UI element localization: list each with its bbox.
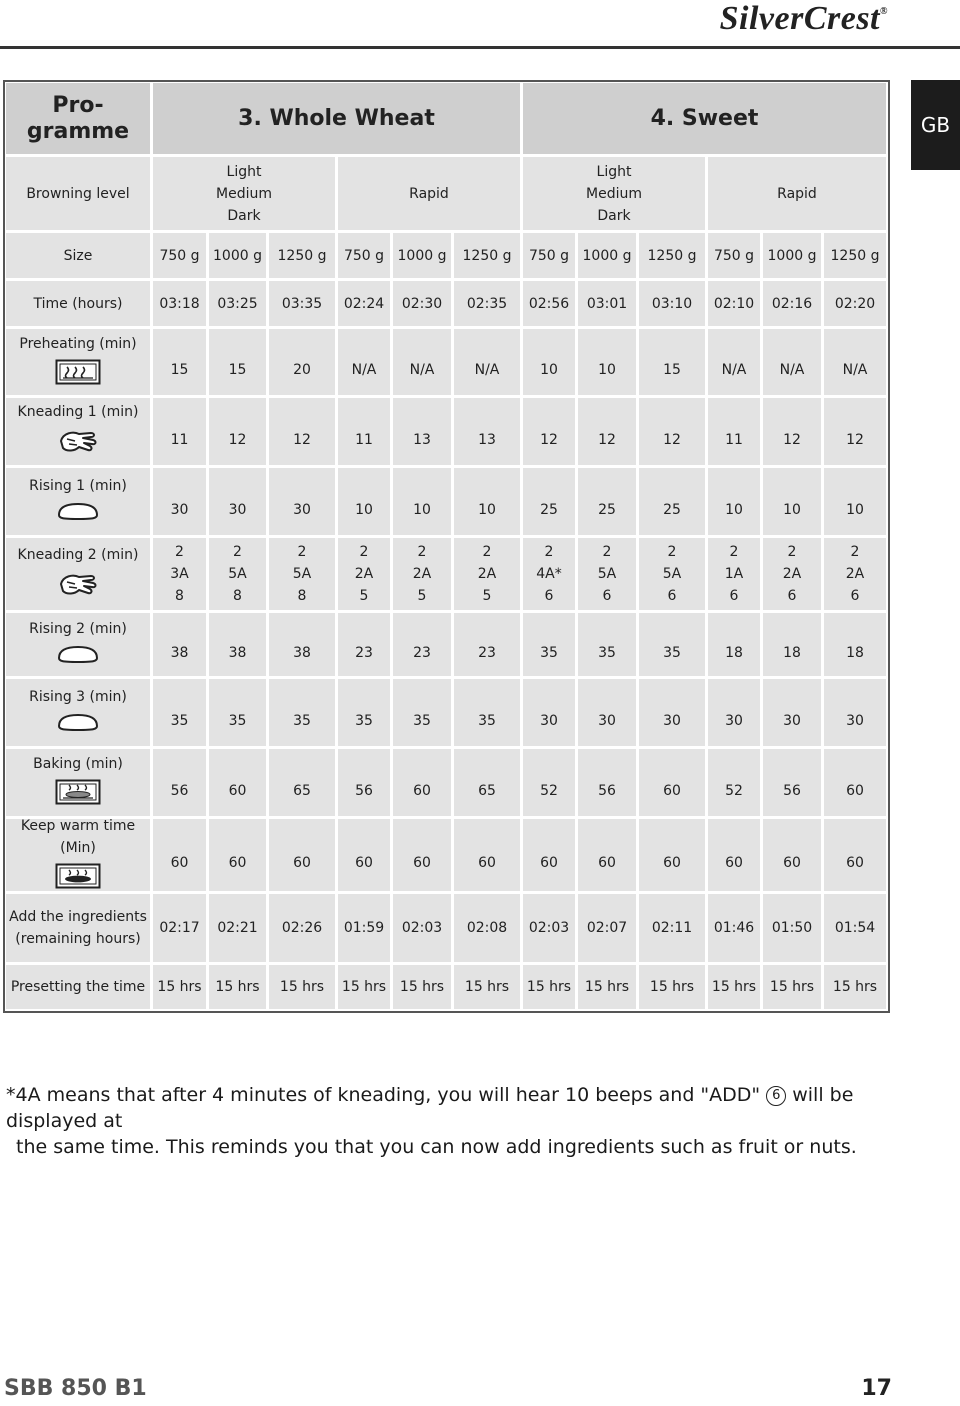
- table-cell: 35: [338, 679, 390, 746]
- table-cell: 60: [269, 819, 335, 891]
- footnote-text-b: will be displayed at: [6, 1084, 854, 1132]
- table-cell: 02:17: [153, 894, 206, 962]
- page-number: 17: [861, 1376, 892, 1401]
- footnote-line-1: [6, 1082, 906, 1134]
- table-cell: 30: [824, 679, 886, 746]
- table-cell: 15 hrs: [209, 965, 266, 1009]
- table-cell: N/A: [454, 329, 520, 395]
- table-cell: 02:30: [393, 281, 451, 326]
- table-cell: 01:46: [708, 894, 760, 962]
- row-label-rising-1: [6, 468, 150, 535]
- row-label-add-the-ingredients: [6, 894, 150, 962]
- table-cell: 56: [338, 749, 390, 816]
- table-cell: 20: [269, 329, 335, 395]
- table-cell: 02:26: [269, 894, 335, 962]
- row-label-text: Time (hours): [33, 295, 123, 312]
- table-cell: 12: [578, 398, 636, 465]
- table-cell: 11: [338, 398, 390, 465]
- programme-sweet-header: 4. Sweet: [523, 83, 886, 154]
- table-cell: 2 5A 8: [209, 538, 266, 610]
- table-cell: 60: [209, 749, 266, 816]
- table-cell: 35: [393, 679, 451, 746]
- brand-name: SilverCrest: [719, 0, 881, 37]
- table-cell: 56: [578, 749, 636, 816]
- table-cell: 60: [824, 819, 886, 891]
- table-cell: 23: [454, 613, 520, 676]
- dough-rising-icon: [56, 644, 100, 671]
- table-cell: N/A: [393, 329, 451, 395]
- table-cell: 15 hrs: [763, 965, 821, 1009]
- table-cell: 30: [269, 468, 335, 535]
- kneading-hand-icon: [57, 427, 99, 462]
- row-label-text: Add the ingredients (remaining hours): [9, 909, 147, 947]
- table-cell: 2 5A 8: [269, 538, 335, 610]
- table-cell: 18: [763, 613, 821, 676]
- table-cell: 60: [523, 819, 575, 891]
- table-cell: 65: [269, 749, 335, 816]
- table-cell: 10: [763, 468, 821, 535]
- table-cell: 25: [578, 468, 636, 535]
- row-label-text: Kneading 1 (min): [17, 404, 139, 420]
- table-cell: 30: [523, 679, 575, 746]
- table-cell: 60: [578, 819, 636, 891]
- table-cell: 10: [708, 468, 760, 535]
- table-cell: 02:03: [523, 894, 575, 962]
- table-cell: 60: [708, 819, 760, 891]
- row-label-text: Preheating (min): [19, 335, 137, 352]
- table-cell: 01:59: [338, 894, 390, 962]
- table-cell: 60: [639, 819, 705, 891]
- table-cell: 02:35: [454, 281, 520, 326]
- table-cell: 1250 g: [269, 233, 335, 278]
- table-cell: 03:10: [639, 281, 705, 326]
- table-cell: 23: [393, 613, 451, 676]
- table-cell: 01:50: [763, 894, 821, 962]
- table-cell: 11: [708, 398, 760, 465]
- kneading-hand-icon: [57, 570, 99, 605]
- model-number: SBB 850 B1: [4, 1376, 147, 1401]
- table-cell: 30: [708, 679, 760, 746]
- row-label-kneading-2: [6, 538, 150, 610]
- table-cell: 2 2A 6: [824, 538, 886, 610]
- table-cell: 18: [824, 613, 886, 676]
- row-label-presetting-the-time: [6, 965, 150, 1009]
- table-cell: 60: [209, 819, 266, 891]
- programme-header: Pro- gramme: [6, 83, 150, 154]
- row-label-size: [6, 233, 150, 278]
- table-cell: 750 g: [153, 233, 206, 278]
- table-cell: 60: [393, 749, 451, 816]
- table-cell: 15 hrs: [454, 965, 520, 1009]
- table-cell: 2 3A 8: [153, 538, 206, 610]
- table-cell: 25: [523, 468, 575, 535]
- footnote: [6, 1082, 906, 1160]
- brand-registered-mark: ®: [880, 6, 888, 17]
- footnote-line-2: the same time. This reminds you that you can now add ingredients such as fruit or nuts.: [16, 1136, 857, 1158]
- table-cell: 1250 g: [824, 233, 886, 278]
- table-cell: 60: [763, 819, 821, 891]
- row-label-text: Kneading 2 (min): [17, 546, 139, 563]
- browning-level-label: Browning level: [6, 157, 150, 230]
- programme-table: [3, 80, 890, 1013]
- row-label-text: Presetting the time: [10, 979, 146, 995]
- oven-heat-icon: [55, 359, 101, 392]
- table-cell: 10: [338, 468, 390, 535]
- browning-level-cell: Light Medium Dark: [153, 157, 335, 230]
- table-cell: 23: [338, 613, 390, 676]
- dough-rising-icon: [56, 712, 100, 739]
- row-label-rising-3: [6, 679, 150, 746]
- table-cell: 11: [153, 398, 206, 465]
- row-label-text: Keep warm time (Min): [20, 817, 136, 856]
- table-cell: 15 hrs: [153, 965, 206, 1009]
- table-cell: 60: [153, 819, 206, 891]
- table-cell: 13: [393, 398, 451, 465]
- table-cell: 25: [639, 468, 705, 535]
- table-cell: 10: [578, 329, 636, 395]
- table-cell: 30: [209, 468, 266, 535]
- table-cell: 1000 g: [209, 233, 266, 278]
- table-cell: 10: [393, 468, 451, 535]
- table-cell: 03:25: [209, 281, 266, 326]
- table-cell: 10: [523, 329, 575, 395]
- table-cell: 60: [824, 749, 886, 816]
- table-cell: 35: [269, 679, 335, 746]
- table-cell: 02:08: [454, 894, 520, 962]
- table-cell: 1000 g: [393, 233, 451, 278]
- table-cell: N/A: [763, 329, 821, 395]
- table-cell: 35: [454, 679, 520, 746]
- table-cell: 60: [393, 819, 451, 891]
- table-cell: 2 2A 5: [393, 538, 451, 610]
- table-cell: 2 1A 6: [708, 538, 760, 610]
- row-label-kneading-1: [6, 398, 150, 465]
- language-tab-label: GB: [920, 113, 951, 137]
- table-cell: 02:11: [639, 894, 705, 962]
- table-cell: 15 hrs: [338, 965, 390, 1009]
- dough-rising-icon: [56, 501, 100, 528]
- table-cell: 2 2A 5: [454, 538, 520, 610]
- table-cell: 35: [578, 613, 636, 676]
- browning-level-cell: Rapid: [338, 157, 520, 230]
- table-cell: 02:24: [338, 281, 390, 326]
- table-cell: 15: [153, 329, 206, 395]
- table-cell: 15: [209, 329, 266, 395]
- table-cell: 52: [708, 749, 760, 816]
- table-cell: 02:07: [578, 894, 636, 962]
- table-cell: 35: [153, 679, 206, 746]
- table-cell: 1000 g: [578, 233, 636, 278]
- table-cell: 15 hrs: [523, 965, 575, 1009]
- row-label-preheating: [6, 329, 150, 395]
- table-cell: 13: [454, 398, 520, 465]
- row-label-text: Rising 3 (min): [29, 689, 127, 705]
- display-item-6-symbol: 6: [766, 1086, 786, 1106]
- table-cell: 18: [708, 613, 760, 676]
- language-tab: [911, 80, 960, 170]
- table-cell: 12: [523, 398, 575, 465]
- row-label-baking: [6, 749, 150, 816]
- table-cell: 12: [824, 398, 886, 465]
- table-cell: 2 2A 6: [763, 538, 821, 610]
- table-cell: 02:16: [763, 281, 821, 326]
- table-cell: 30: [578, 679, 636, 746]
- table-cell: 15 hrs: [639, 965, 705, 1009]
- table-cell: 56: [153, 749, 206, 816]
- table-cell: 2 2A 5: [338, 538, 390, 610]
- table-cell: 2 4A* 6: [523, 538, 575, 610]
- table-cell: 35: [639, 613, 705, 676]
- table-cell: 30: [153, 468, 206, 535]
- table-cell: 02:10: [708, 281, 760, 326]
- table-cell: 02:03: [393, 894, 451, 962]
- table-cell: 750 g: [338, 233, 390, 278]
- table-cell: 38: [269, 613, 335, 676]
- table-cell: 2 5A 6: [578, 538, 636, 610]
- table-cell: 35: [523, 613, 575, 676]
- table-cell: N/A: [338, 329, 390, 395]
- table-cell: 65: [454, 749, 520, 816]
- table-cell: 12: [639, 398, 705, 465]
- table-cell: 10: [454, 468, 520, 535]
- header-rule: [0, 46, 960, 49]
- row-label-text: Size: [63, 247, 93, 264]
- oven-bake-icon: [55, 779, 101, 812]
- table-cell: 03:18: [153, 281, 206, 326]
- table-cell: 60: [454, 819, 520, 891]
- table-cell: 60: [338, 819, 390, 891]
- table-cell: 12: [209, 398, 266, 465]
- table-cell: 750 g: [708, 233, 760, 278]
- table-cell: 1250 g: [639, 233, 705, 278]
- table-cell: 02:20: [824, 281, 886, 326]
- table-cell: 15 hrs: [269, 965, 335, 1009]
- row-label-text: Rising 1 (min): [29, 478, 127, 494]
- table-cell: 60: [639, 749, 705, 816]
- row-label-keep-warm-time: [6, 819, 150, 891]
- table-cell: 35: [209, 679, 266, 746]
- table-cell: 38: [153, 613, 206, 676]
- row-label-text: Baking (min): [33, 756, 123, 772]
- table-cell: 12: [269, 398, 335, 465]
- table-cell: 30: [639, 679, 705, 746]
- table-cell: 15: [639, 329, 705, 395]
- programme-whole-wheat-header: 3. Whole Wheat: [153, 83, 520, 154]
- table-cell: 02:21: [209, 894, 266, 962]
- table-cell: 30: [763, 679, 821, 746]
- table-cell: N/A: [824, 329, 886, 395]
- table-cell: 15 hrs: [708, 965, 760, 1009]
- brand-logo: [720, 0, 888, 38]
- browning-level-cell: Light Medium Dark: [523, 157, 705, 230]
- row-label-rising-2: [6, 613, 150, 676]
- table-cell: 03:35: [269, 281, 335, 326]
- footnote-text-a: *4A means that after 4 minutes of kneading, you will hear 10 beeps and "ADD": [6, 1084, 767, 1106]
- table-cell: 1000 g: [763, 233, 821, 278]
- row-label-time: [6, 281, 150, 326]
- table-cell: 52: [523, 749, 575, 816]
- table-cell: 02:56: [523, 281, 575, 326]
- table-cell: 56: [763, 749, 821, 816]
- table-cell: 15 hrs: [824, 965, 886, 1009]
- table-cell: 2 5A 6: [639, 538, 705, 610]
- table-cell: 750 g: [523, 233, 575, 278]
- table-cell: 15 hrs: [393, 965, 451, 1009]
- oven-warm-icon: [55, 863, 101, 896]
- table-cell: 01:54: [824, 894, 886, 962]
- table-cell: 38: [209, 613, 266, 676]
- table-cell: 10: [824, 468, 886, 535]
- table-cell: 03:01: [578, 281, 636, 326]
- row-label-text: Rising 2 (min): [29, 621, 127, 637]
- table-cell: N/A: [708, 329, 760, 395]
- table-cell: 15 hrs: [578, 965, 636, 1009]
- browning-level-cell: Rapid: [708, 157, 886, 230]
- table-cell: 1250 g: [454, 233, 520, 278]
- table-cell: 12: [763, 398, 821, 465]
